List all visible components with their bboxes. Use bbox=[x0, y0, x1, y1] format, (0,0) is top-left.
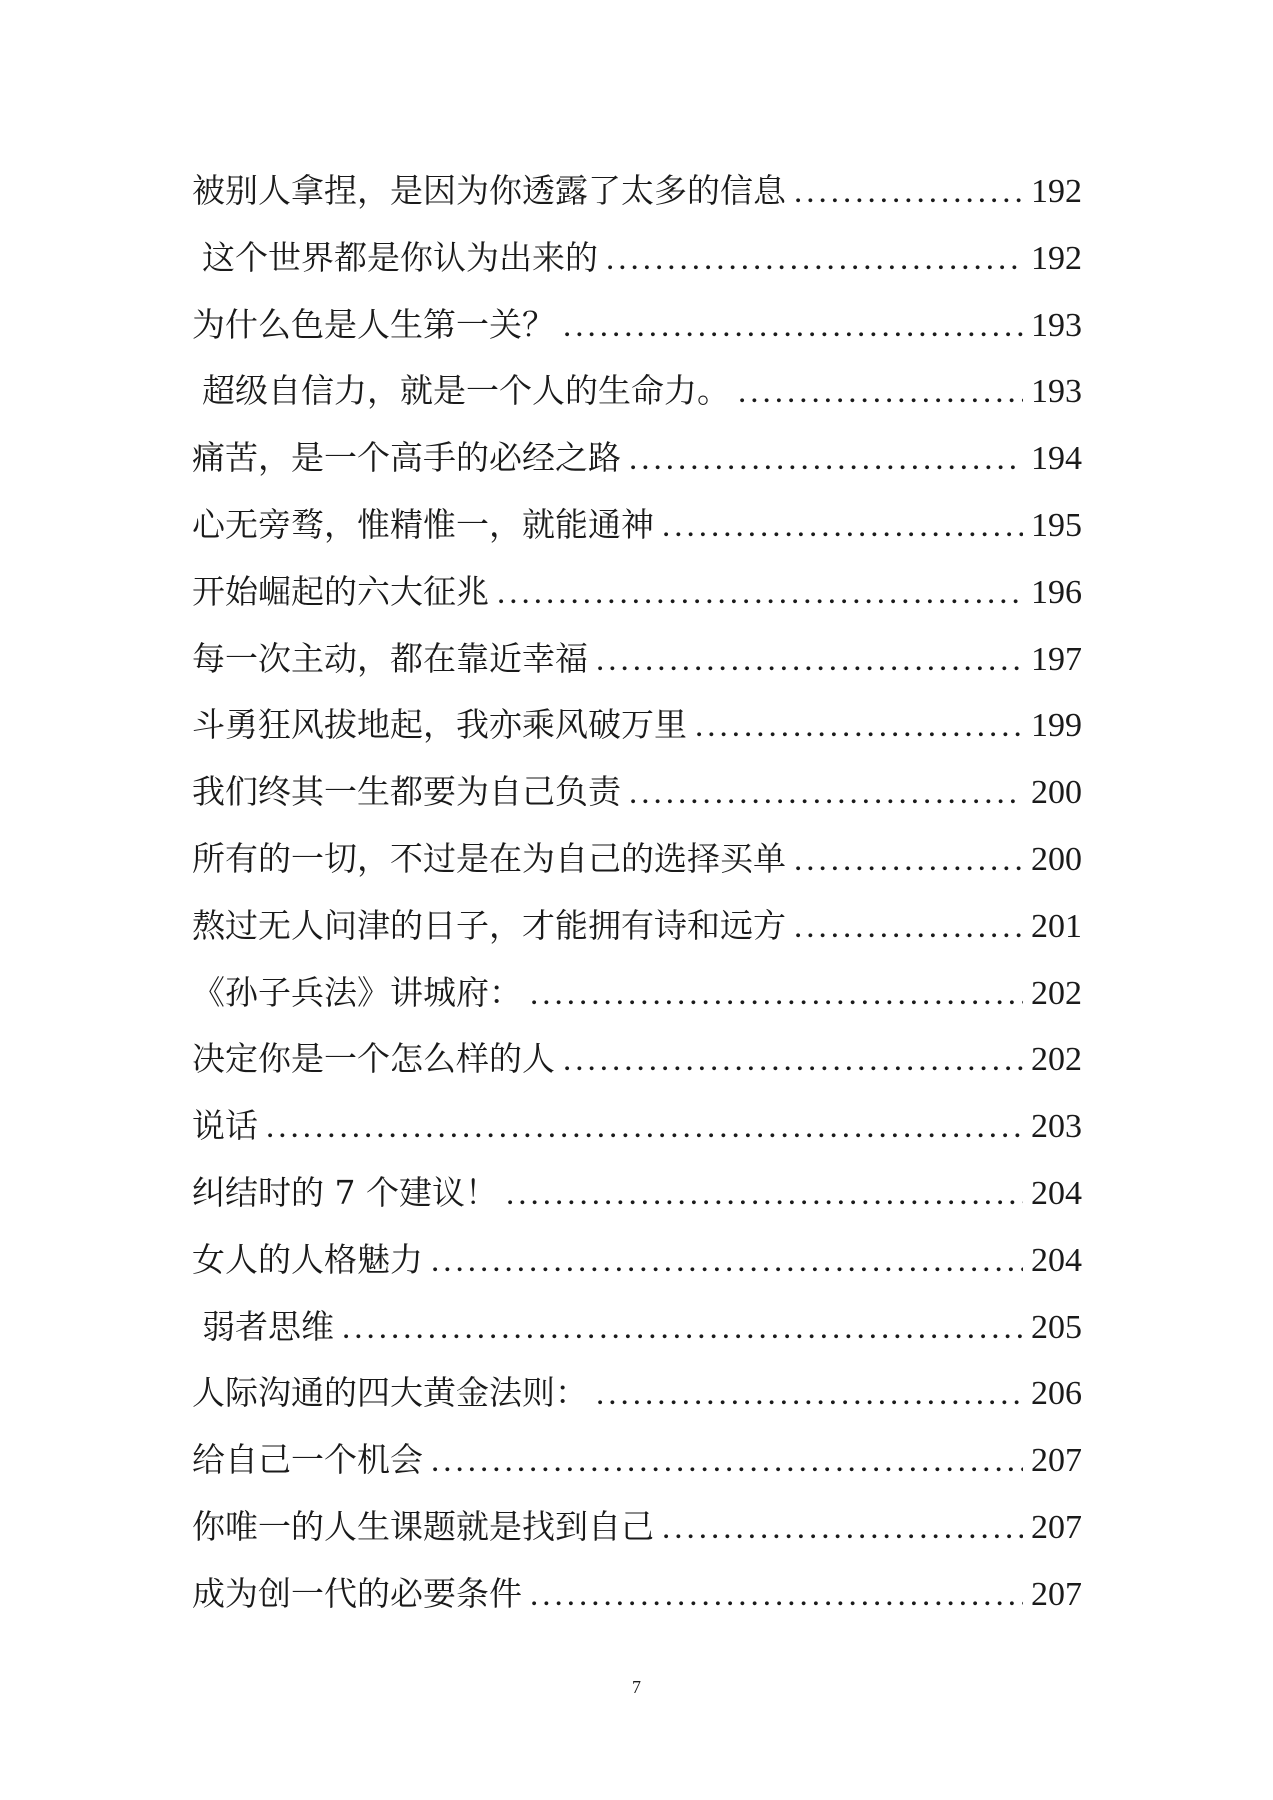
toc-entry-page: 207 bbox=[1031, 1575, 1082, 1613]
toc-entry bbox=[192, 626, 1082, 693]
toc-entry bbox=[192, 826, 1082, 893]
toc-entry-page: 192 bbox=[1031, 239, 1082, 277]
dot-leader bbox=[794, 159, 1023, 226]
toc-entry-title: 女人的人格魅力 bbox=[192, 1239, 423, 1279]
toc-entry-title: 成为创一代的必要条件 bbox=[192, 1573, 522, 1613]
dot-leader bbox=[662, 1495, 1023, 1562]
dot-leader bbox=[596, 627, 1023, 694]
toc-entry-page: 204 bbox=[1031, 1241, 1082, 1279]
toc-entry-title: 这个世界都是你认为出来的 bbox=[202, 237, 598, 277]
toc-entry-page: 199 bbox=[1031, 707, 1082, 745]
toc-entry bbox=[192, 1093, 1082, 1160]
dot-leader bbox=[563, 293, 1023, 360]
toc-entry bbox=[192, 425, 1082, 492]
toc-entry-page: 207 bbox=[1031, 1508, 1082, 1546]
dot-leader bbox=[695, 693, 1023, 760]
toc-entry bbox=[192, 960, 1082, 1027]
toc-entry-title: 被别人拿捏，是因为你透露了太多的信息 bbox=[192, 171, 786, 210]
toc-entry-title: 熬过无人问津的日子，才能拥有诗和远方 bbox=[192, 905, 786, 945]
toc-entry-title: 决定你是一个怎么样的人 bbox=[192, 1039, 555, 1079]
toc-entry bbox=[192, 1427, 1082, 1494]
toc-entry bbox=[192, 158, 1082, 225]
dot-leader bbox=[794, 894, 1023, 961]
toc-entry-title: 人际沟通的四大黄金法则： bbox=[192, 1373, 588, 1413]
dot-leader bbox=[431, 1228, 1023, 1295]
toc-entry-title: 给自己一个机会 bbox=[192, 1440, 423, 1480]
dot-leader bbox=[497, 560, 1023, 627]
toc-entry-page: 205 bbox=[1031, 1308, 1082, 1346]
dot-leader bbox=[794, 827, 1023, 894]
toc-entry-page: 203 bbox=[1031, 1108, 1082, 1146]
toc-entry-page: 197 bbox=[1031, 640, 1082, 678]
toc-entry bbox=[192, 692, 1082, 759]
toc-entry bbox=[192, 1160, 1082, 1227]
toc-entry bbox=[192, 1494, 1082, 1561]
toc-entry-page: 193 bbox=[1031, 373, 1082, 411]
dot-leader bbox=[738, 359, 1023, 426]
toc-entry bbox=[192, 893, 1082, 960]
toc-entry-title: 心无旁骛，惟精惟一，就能通神 bbox=[192, 504, 654, 544]
toc-entry-page: 202 bbox=[1031, 1041, 1082, 1079]
toc-entry bbox=[192, 492, 1082, 559]
toc-entry-page: 193 bbox=[1031, 306, 1082, 344]
dot-leader bbox=[342, 1295, 1023, 1362]
dot-leader bbox=[563, 1027, 1023, 1094]
toc-entry bbox=[192, 759, 1082, 826]
toc-entry-title: 纠结时的 7 个建议！ bbox=[192, 1172, 498, 1212]
toc-entry-page: 204 bbox=[1031, 1174, 1082, 1212]
dot-leader bbox=[629, 426, 1023, 493]
toc-entry-page: 201 bbox=[1031, 907, 1082, 945]
toc-entry bbox=[192, 225, 1082, 292]
toc-entry bbox=[192, 1561, 1082, 1628]
dot-leader bbox=[530, 1562, 1023, 1629]
toc-entry-page: 194 bbox=[1031, 440, 1082, 478]
toc-entry bbox=[192, 1026, 1082, 1093]
dot-leader bbox=[606, 226, 1023, 293]
toc-entry-title: 痛苦，是一个高手的必经之路 bbox=[192, 438, 621, 478]
toc-entry-title: 斗勇狂风拔地起，我亦乘风破万里 bbox=[192, 705, 687, 745]
toc-entry bbox=[192, 559, 1082, 626]
toc-entry-title: 开始崛起的六大征兆 bbox=[192, 571, 489, 611]
toc-entry-title: 弱者思维 bbox=[202, 1306, 334, 1346]
toc-entry-title: 为什么色是人生第一关？ bbox=[192, 304, 555, 344]
toc-entry-title: 每一次主动，都在靠近幸福 bbox=[192, 638, 588, 678]
dot-leader bbox=[662, 493, 1023, 560]
toc-entry-title: 所有的一切，不过是在为自己的选择买单 bbox=[192, 838, 786, 878]
toc-entry bbox=[192, 358, 1082, 425]
toc-entry bbox=[192, 1360, 1082, 1427]
dot-leader bbox=[431, 1428, 1023, 1495]
dot-leader bbox=[266, 1094, 1023, 1161]
dot-leader bbox=[506, 1161, 1023, 1228]
toc-entry-page: 196 bbox=[1031, 573, 1082, 611]
toc-entry-title: 说话 bbox=[192, 1106, 258, 1146]
dot-leader bbox=[530, 961, 1023, 1028]
toc-entry bbox=[192, 292, 1082, 359]
toc-entry-title: 我们终其一生都要为自己负责 bbox=[192, 772, 621, 812]
toc-entry-page: 200 bbox=[1031, 774, 1082, 812]
toc-entry-title: 你唯一的人生课题就是找到自己 bbox=[192, 1506, 654, 1546]
table-of-contents bbox=[192, 158, 1082, 1628]
dot-leader bbox=[596, 1361, 1023, 1428]
toc-entry bbox=[192, 1227, 1082, 1294]
page-number: 7 bbox=[632, 1677, 641, 1697]
toc-entry-page: 200 bbox=[1031, 840, 1082, 878]
toc-entry-title: 超级自信力，就是一个人的生命力。 bbox=[202, 371, 730, 411]
toc-entry-page: 202 bbox=[1031, 974, 1082, 1012]
toc-entry-title: 《孙子兵法》讲城府： bbox=[192, 972, 522, 1012]
toc-entry-page: 206 bbox=[1031, 1375, 1082, 1413]
toc-entry-page: 195 bbox=[1031, 506, 1082, 544]
toc-entry-page: 192 bbox=[1031, 173, 1082, 210]
dot-leader bbox=[629, 760, 1023, 827]
toc-entry bbox=[192, 1294, 1082, 1361]
toc-entry-page: 207 bbox=[1031, 1442, 1082, 1480]
